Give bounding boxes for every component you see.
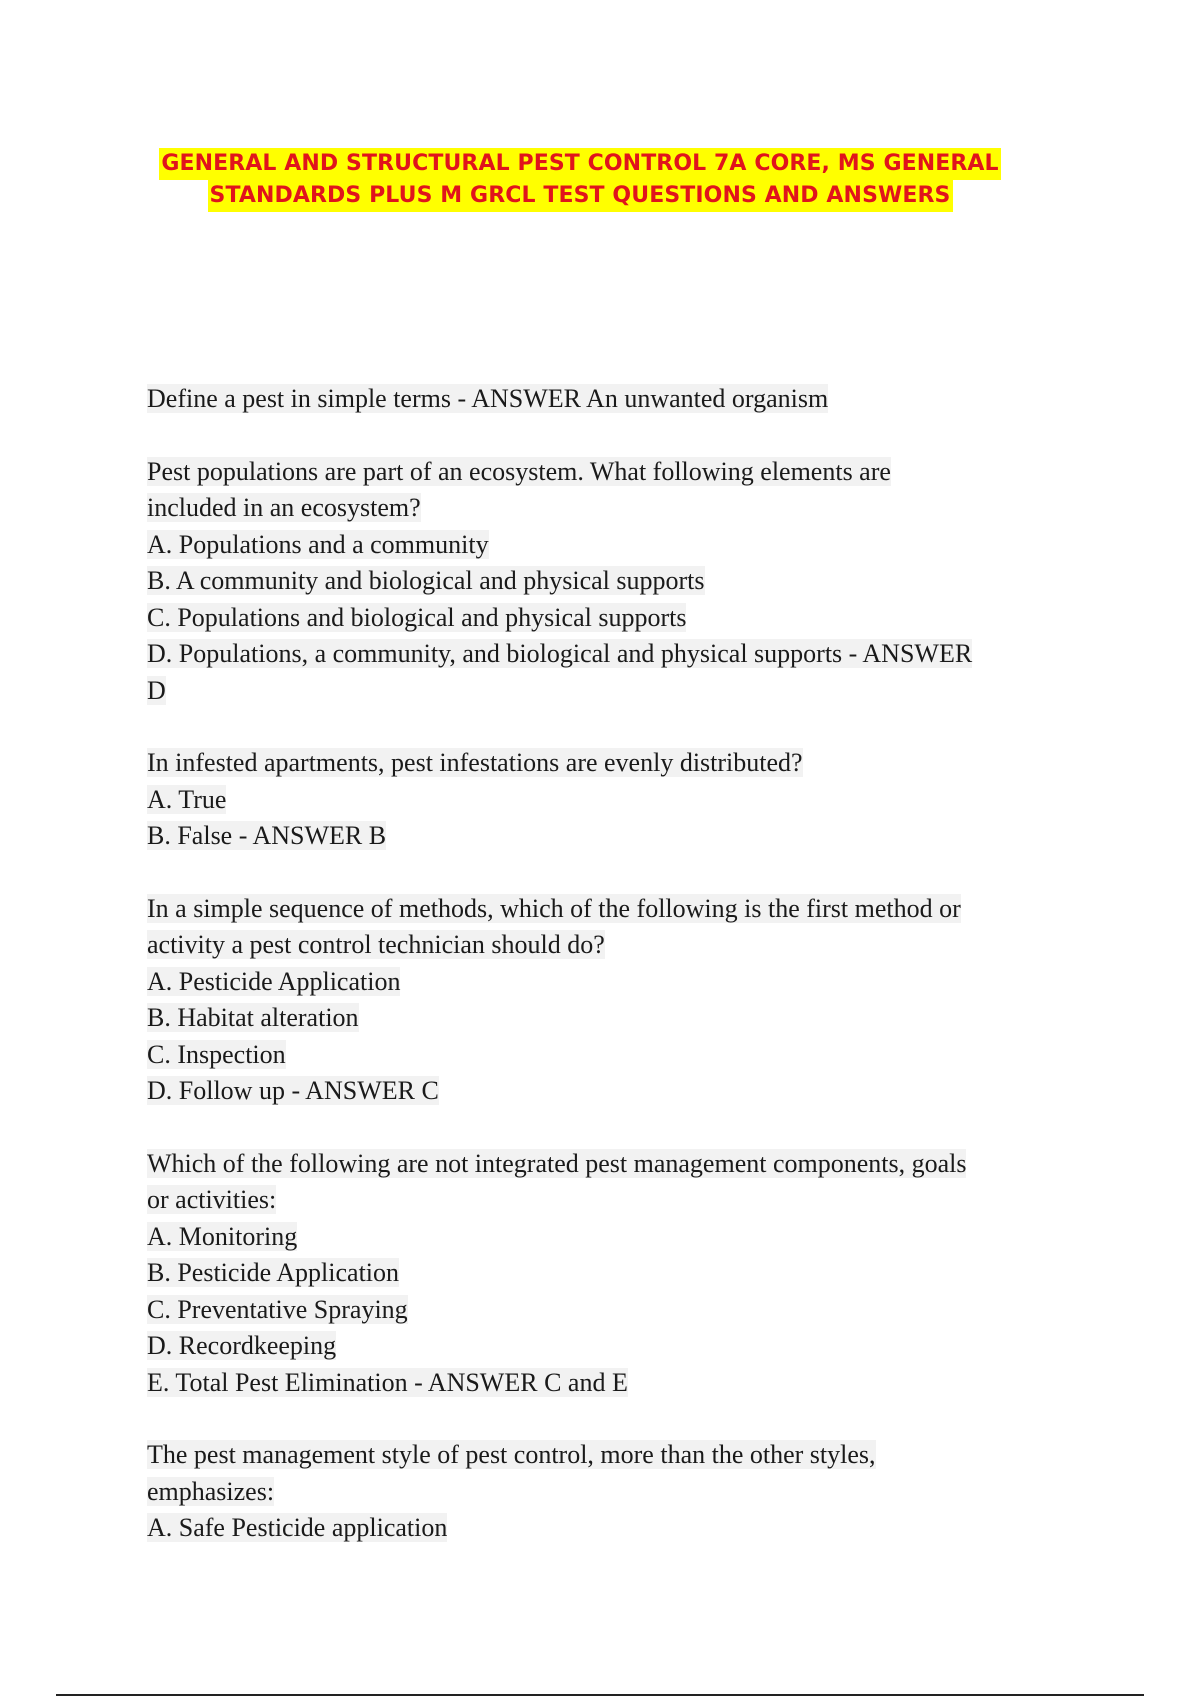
answer-option: D. Recordkeeping — [147, 1331, 337, 1360]
answer-option: A. True — [147, 784, 227, 814]
answer-option: D. Follow up - ANSWER C — [147, 1076, 439, 1105]
question-3 — [147, 745, 1067, 855]
question-line: or activities: — [147, 1185, 277, 1214]
answer-option: D. Populations, a community, and biological and physical supports - ANSWER — [147, 639, 973, 668]
question-line: The pest management style of pest control, more than the other styles, — [147, 1440, 876, 1469]
footer-divider — [56, 1694, 1144, 1696]
answer-option: A. Pesticide Application — [147, 966, 401, 996]
question-1 — [147, 381, 1067, 418]
question-line: In a simple sequence of methods, which of the following is the first method or — [147, 893, 961, 923]
question-list — [147, 381, 1067, 1583]
document-title — [0, 148, 1160, 212]
answer-option: E. Total Pest Elimination - ANSWER C and E — [147, 1367, 628, 1397]
question-line: Pest populations are part of an ecosystem. What following elements are — [147, 456, 891, 486]
answer-option: B. A community and biological and physical supports — [147, 566, 705, 595]
question-line: included in an ecosystem? — [147, 493, 421, 522]
question-6 — [147, 1437, 1067, 1547]
question-2 — [147, 454, 1067, 710]
answer-option: A. Populations and a community — [147, 529, 489, 559]
question-line: Define a pest in simple terms - ANSWER An unwanted organism — [147, 384, 829, 413]
answer-option: B. Habitat alteration — [147, 1003, 359, 1032]
title-line-1: GENERAL AND STRUCTURAL PEST CONTROL 7A CORE, MS GENERAL — [159, 148, 1000, 180]
answer-option: A. Safe Pesticide application — [147, 1513, 448, 1542]
answer-option: A. Monitoring — [147, 1221, 298, 1251]
answer-option: B. False - ANSWER B — [147, 821, 387, 850]
answer-option: C. Inspection — [147, 1039, 286, 1069]
answer-text: D — [147, 675, 166, 705]
answer-option: B. Pesticide Application — [147, 1258, 400, 1287]
question-5 — [147, 1146, 1067, 1402]
title-line-2: STANDARDS PLUS M GRCL TEST QUESTIONS AND ANSWERS — [208, 180, 953, 212]
question-4 — [147, 891, 1067, 1110]
answer-option: C. Populations and biological and physical supports — [147, 602, 687, 632]
question-line: Which of the following are not integrated pest management components, goals — [147, 1148, 967, 1178]
question-line: In infested apartments, pest infestations are evenly distributed? — [147, 748, 803, 777]
answer-option: C. Preventative Spraying — [147, 1294, 408, 1324]
question-line: activity a pest control technician should do? — [147, 930, 605, 959]
question-line: emphasizes: — [147, 1476, 275, 1506]
